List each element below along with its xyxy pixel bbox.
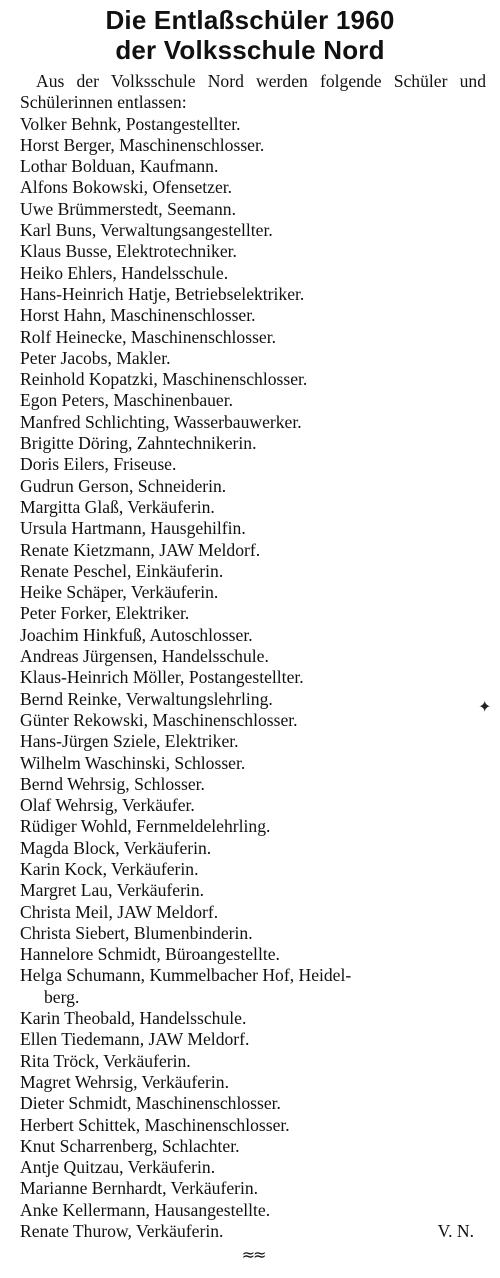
list-item: Olaf Wehrsig, Verkäufer. xyxy=(20,795,195,816)
list-item: Renate Peschel, Einkäuferin. xyxy=(20,560,224,581)
student-list xyxy=(20,114,486,966)
list-item: Hans-Heinrich Hatje, Betriebselektriker. xyxy=(20,283,305,304)
list-item: Wilhelm Waschinski, Schlosser. xyxy=(20,752,246,773)
list-item-line-2: berg. xyxy=(44,986,80,1007)
list-item: Klaus Busse, Elektrotechniker. xyxy=(20,241,237,262)
article-body xyxy=(0,71,500,1264)
list-item: Karin Theobald, Handelsschule. xyxy=(20,1008,247,1029)
wavy-rule-icon: ≈≈ xyxy=(241,1245,265,1265)
list-item: Günter Rekowski, Maschinenschlosser. xyxy=(20,709,298,730)
list-item: Klaus-Heinrich Möller, Postangestellter. xyxy=(20,667,304,688)
list-item: Heike Schäper, Verkäuferin. xyxy=(20,582,219,603)
list-item: Peter Jacobs, Makler. xyxy=(20,347,171,368)
list-item: Brigitte Döring, Zahntechnikerin. xyxy=(20,433,257,454)
list-item: Karin Kock, Verkäuferin. xyxy=(20,858,199,879)
list-item: Horst Hahn, Maschinenschlosser. xyxy=(20,305,256,326)
article-intro xyxy=(20,71,486,114)
headline-line-1: Die Entlaßschüler 1960 xyxy=(105,5,395,35)
list-item: Heiko Ehlers, Handelsschule. xyxy=(20,262,229,283)
list-item: Uwe Brümmerstedt, Seemann. xyxy=(20,198,236,219)
list-item: Manfred Schlichting, Wasserbauwerker. xyxy=(20,411,302,432)
list-item: Christa Siebert, Blumenbinderin. xyxy=(20,922,253,943)
list-item: Margret Lau, Verkäuferin. xyxy=(20,880,205,901)
list-item xyxy=(20,1221,486,1242)
list-item: Christa Meil, JAW Meldorf. xyxy=(20,901,219,922)
list-item: Gudrun Gerson, Schneiderin. xyxy=(20,475,227,496)
list-item: Marianne Bernhardt, Verkäuferin. xyxy=(20,1178,259,1199)
article-headline xyxy=(0,0,500,65)
list-item-line-1: Helga Schumann, Kummelbacher Hof, Heidel- xyxy=(20,965,352,986)
list-item: Magret Wehrsig, Verkäuferin. xyxy=(20,1071,229,1092)
list-item: Rüdiger Wohld, Fernmeldelehrling. xyxy=(20,816,271,837)
list-item: Alfons Bokowski, Ofensetzer. xyxy=(20,177,233,198)
list-item: Rita Tröck, Verkäuferin. xyxy=(20,1050,191,1071)
list-item: Egon Peters, Maschinenbauer. xyxy=(20,390,234,411)
list-item xyxy=(20,965,486,1008)
list-item: Lothar Bolduan, Kaufmann. xyxy=(20,156,219,177)
list-item: Anke Kellermann, Hausangestellte. xyxy=(20,1199,271,1220)
list-item: Renate Kietzmann, JAW Meldorf. xyxy=(20,539,261,560)
list-item: Joachim Hinkfuß, Autoschlosser. xyxy=(20,624,253,645)
intro-paragraph: Aus der Volksschule Nord werden folgende Schüler und Schülerinnen entlassen: xyxy=(20,71,486,113)
list-item: Knut Scharrenberg, Schlachter. xyxy=(20,1135,240,1156)
list-item: Margitta Glaß, Verkäuferin. xyxy=(20,496,215,517)
list-item: Magda Block, Verkäuferin. xyxy=(20,837,212,858)
list-item: Hans-Jürgen Sziele, Elektriker. xyxy=(20,731,239,752)
list-item: Doris Eilers, Friseuse. xyxy=(20,454,177,475)
list-item: Antje Quitzau, Verkäuferin. xyxy=(20,1157,216,1178)
author-signature: V. N. xyxy=(437,1221,474,1242)
list-item: Reinhold Kopatzki, Maschinenschlosser. xyxy=(20,369,308,390)
list-item: Rolf Heinecke, Maschinenschlosser. xyxy=(20,326,277,347)
list-item: Peter Forker, Elektriker. xyxy=(20,603,190,624)
student-list-continued xyxy=(20,1008,486,1221)
list-item: Herbert Schittek, Maschinenschlosser. xyxy=(20,1114,290,1135)
list-item: Horst Berger, Maschinenschlosser. xyxy=(20,134,265,155)
headline-line-2: der Volksschule Nord xyxy=(115,35,385,65)
list-item: Andreas Jürgensen, Handelsschule. xyxy=(20,646,269,667)
list-item: Bernd Wehrsig, Schlosser. xyxy=(20,773,205,794)
list-item: Hannelore Schmidt, Büroangestellte. xyxy=(20,944,280,965)
last-list-item: Renate Thurow, Verkäuferin. xyxy=(20,1221,224,1242)
list-item: Ellen Tiedemann, JAW Meldorf. xyxy=(20,1029,250,1050)
list-item: Dieter Schmidt, Maschinenschlosser. xyxy=(20,1093,281,1114)
list-item: Ursula Hartmann, Hausgehilfin. xyxy=(20,518,246,539)
star-mark-icon: ✦ xyxy=(478,697,492,716)
list-item: Karl Buns, Verwaltungsangestellter. xyxy=(20,220,273,241)
list-item: Volker Behnk, Postangestellter. xyxy=(20,113,241,134)
list-item: Bernd Reinke, Verwaltungslehrling. xyxy=(20,688,273,709)
